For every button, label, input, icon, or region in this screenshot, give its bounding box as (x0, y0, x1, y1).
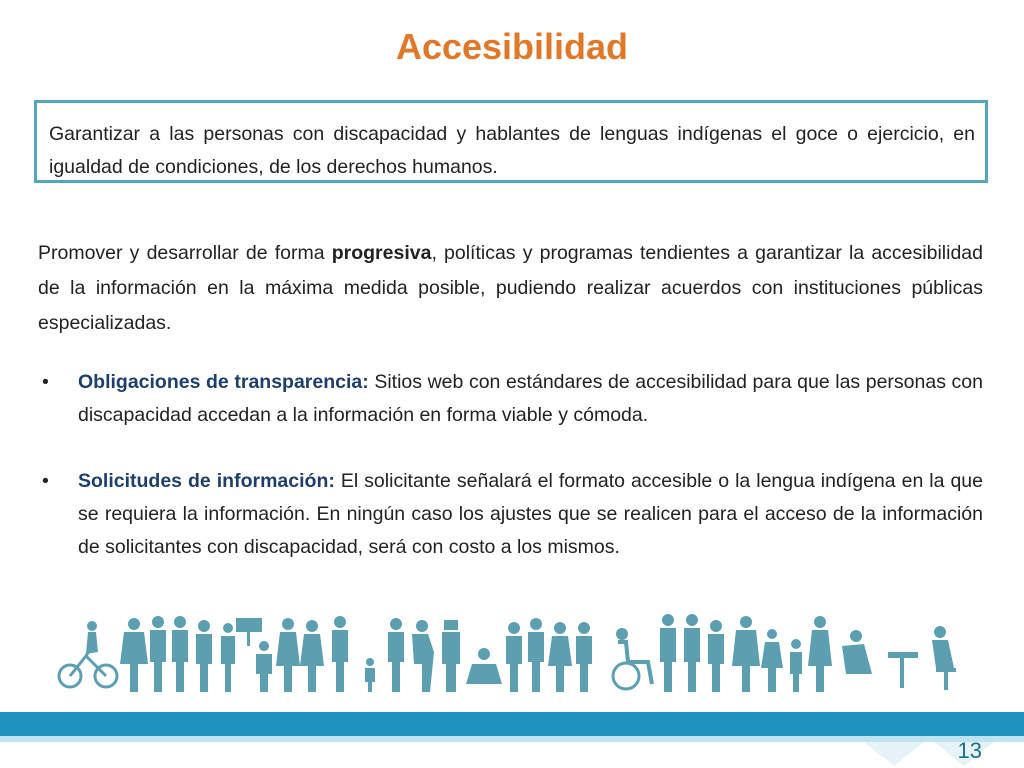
bullet-item-transparency (38, 366, 983, 432)
intro-paragraph-bold: progresiva (331, 242, 432, 264)
bullet-label-transparency: Obligaciones de transparencia: (78, 371, 369, 393)
bullet-marker: • (42, 371, 49, 393)
bullet-text-transparency: Sitios web con estándares de accesibilidad para que las personas con discapacidad accedan a la información en forma viable y cómoda. (78, 371, 983, 426)
bullet-text-requests: El solicitante señalará el formato accesible o la lengua indígena en la que se requiera la información. En ningún caso los ajustes que se realicen para el acceso de la información de solicitantes con discapacidad, será con costo a los mismos. (78, 470, 983, 558)
highlight-box-text: Garantizar a las personas con discapacidad y hablantes de lenguas indígenas el goce o ejercicio, en igualdad de condiciones, de los derechos humanos. (49, 123, 975, 178)
slide-title: Accesibilidad (395, 26, 629, 67)
intro-paragraph-start: Promover y desarrollar de forma (38, 242, 332, 264)
bullet-marker: • (42, 470, 49, 492)
bullet-label-requests: Solicitudes de información: (78, 470, 335, 492)
footer-strip (0, 736, 1024, 742)
highlight-box (34, 100, 988, 183)
bullet-item-requests (38, 465, 983, 564)
intro-paragraph-end: , políticas y programas tendientes a garantizar la accesibilidad de la información en la máxima medida posible, pudiendo realizar acuerdos con instituciones públicas especializadas. (38, 242, 983, 334)
diverse-people-silhouettes-icon (56, 612, 972, 694)
bullet-list (38, 366, 983, 564)
page-number: 13 (957, 738, 982, 763)
intro-paragraph (38, 236, 983, 341)
footer-band (0, 712, 1024, 736)
